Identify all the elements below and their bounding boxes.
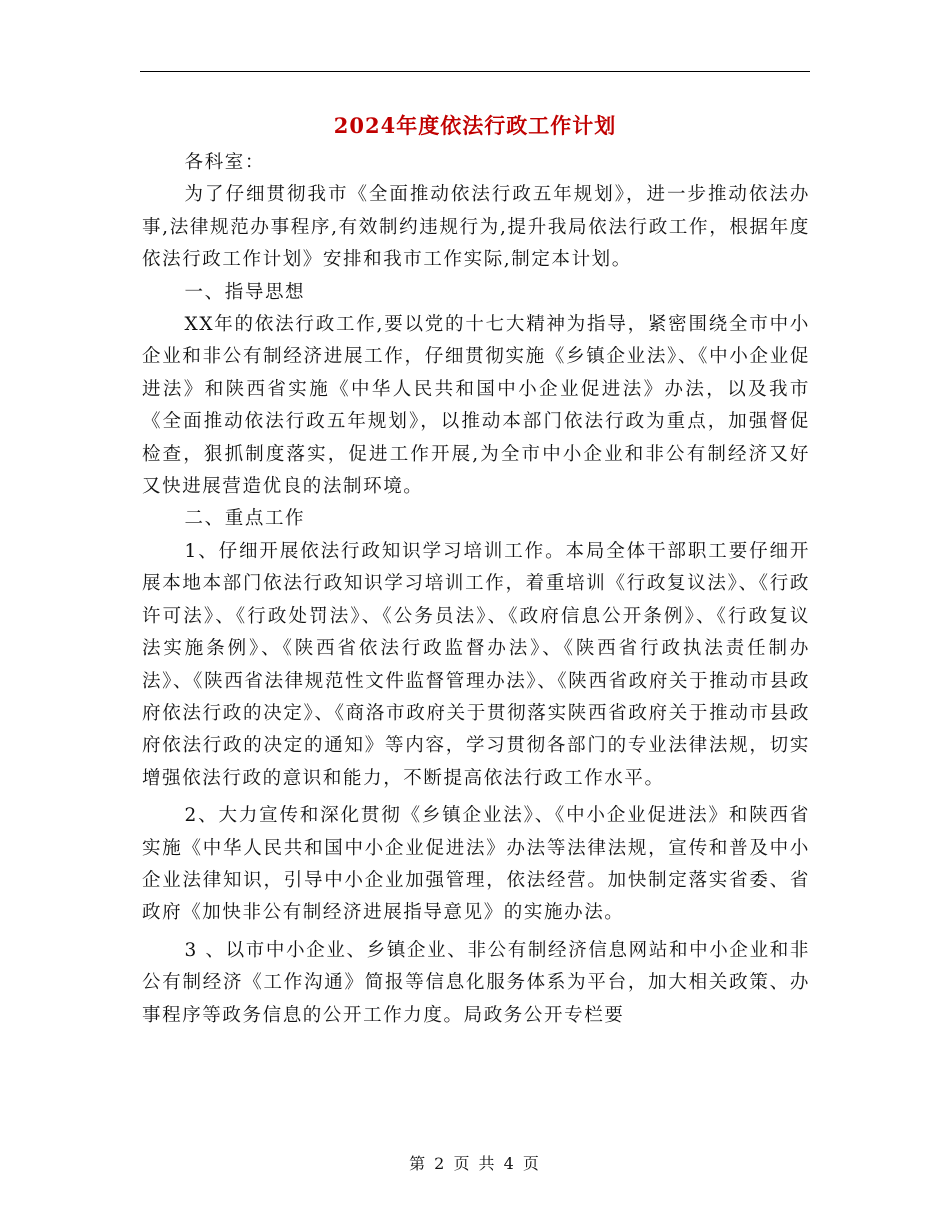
document-title: 2024年度依法行政工作计划 (333, 113, 617, 138)
paragraph-guiding-thought: XX年的依法行政工作,要以党的十七大精神为指导，紧密围绕全市中小企业和非公有制经济进展工作，仔细贯彻实施《乡镇企业法》、《中小企业促进法》和陕西省实施《中华人民共和国中小企业促进法》办法，以及我市《全面推动依法行政五年规划》，以推动本部门依法行政为重点，加强督促检查，狠抓制度落实，促进工作开展,为全市中小企业和非公有制经济又好又快进展营造优良的法制环境。 (142, 314, 810, 498)
page-number: 第 2 页 共 4 页 (409, 1154, 541, 1173)
document-body (142, 147, 810, 1032)
section-heading-key-work: 二、重点工作 (184, 508, 306, 530)
header-rule (140, 71, 810, 72)
salutation: 各科室： (184, 152, 265, 173)
paragraph-item-2: 2、大力宣传和深化贯彻《乡镇企业法》、《中小企业促进法》和陕西省实施《中华人民共和国中小企业促进法》办法等法律法规，宣传和普及中小企业法律知识，引导中小企业加强管理，依法经营。加快制定落实省委、省政府《加快非公有制经济进展指导意见》的实施办法。 (142, 805, 810, 924)
paragraph-item-1: 1、仔细开展依法行政知识学习培训工作。本局全体干部职工要仔细开展本地本部门依法行政知识学习培训工作，着重培训《行政复议法》、《行政许可法》、《行政处罚法》、《公务员法》、《政府信息公开条例》、《行政复议法实施条例》、《陕西省依法行政监督办法》、《陕西省行政执法责任制办法》、《陕西省法律规范性文件监督管理办法》、《陕西省政府关于推动市县政府依法行政的决定》、《商洛市政府关于贯彻落实陕西省政府关于推动市县政府依法行政的决定的通知》等内容，学习贯彻各部门的专业法律法规，切实增强依法行政的意识和能力，不断提高依法行政工作水平。 (142, 540, 810, 789)
section-heading-guiding-thought: 一、指导思想 (184, 281, 306, 303)
paragraph-item-3: 3 、以市中小企业、乡镇企业、非公有制经济信息网站和中小企业和非公有制经济《工作沟通》简报等信息化服务体系为平台，加大相关政策、办事程序等政务信息的公开工作力度。局政务公开专栏要 (142, 939, 810, 1026)
paragraph-intro: 为了仔细贯彻我市《全面推动依法行政五年规划》，进一步推动依法办事,法律规范办事程序,有效制约违规行为,提升我局依法行政工作，根据年度依法行政工作计划》安排和我市工作实际,制定本计划。 (142, 184, 810, 271)
